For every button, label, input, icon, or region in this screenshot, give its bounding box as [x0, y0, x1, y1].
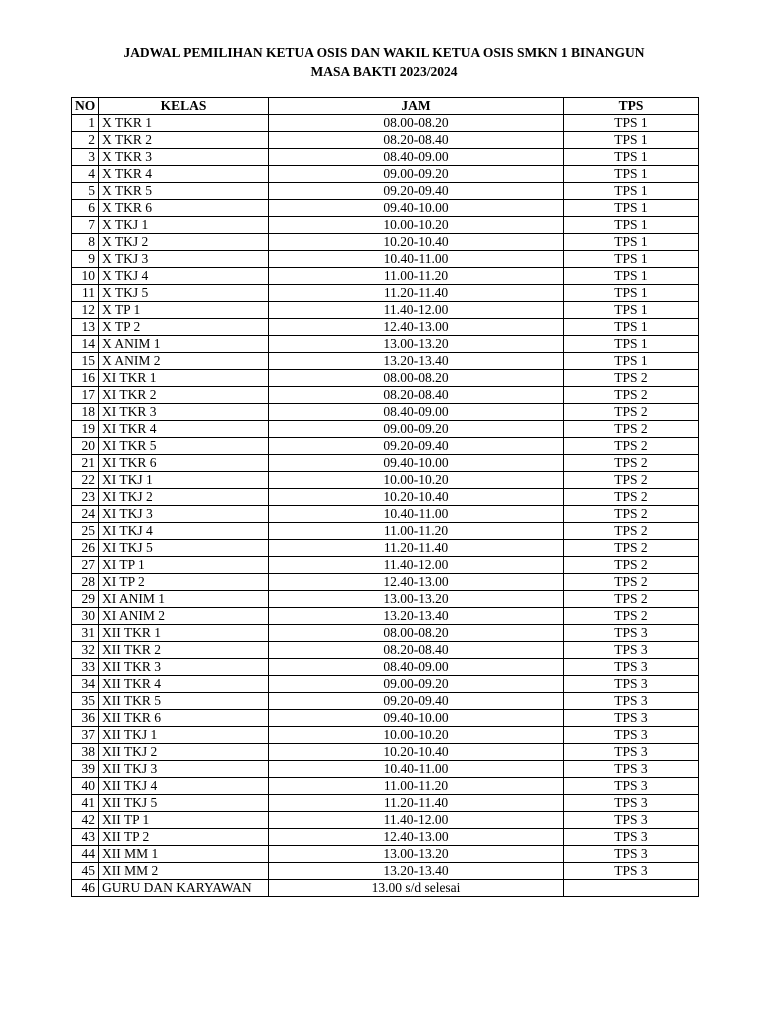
table-row [72, 200, 699, 217]
cell-jam: 09.20-09.40 [269, 693, 564, 710]
cell-no: 42 [72, 812, 99, 829]
cell-no: 23 [72, 489, 99, 506]
table-row [72, 863, 699, 880]
cell-jam: 08.20-08.40 [269, 132, 564, 149]
cell-no: 34 [72, 676, 99, 693]
cell-no: 38 [72, 744, 99, 761]
cell-tps: TPS 3 [564, 727, 699, 744]
cell-no: 10 [72, 268, 99, 285]
cell-no: 16 [72, 370, 99, 387]
cell-jam: 10.20-10.40 [269, 234, 564, 251]
cell-tps: TPS 3 [564, 846, 699, 863]
cell-kelas: XII TKR 6 [99, 710, 269, 727]
title-line-1: JADWAL PEMILIHAN KETUA OSIS DAN WAKIL KETUA OSIS SMKN 1 BINANGUN [123, 45, 645, 60]
cell-no: 31 [72, 625, 99, 642]
cell-kelas: X TKR 2 [99, 132, 269, 149]
table-row [72, 642, 699, 659]
cell-no: 13 [72, 319, 99, 336]
table-row [72, 710, 699, 727]
table-row [72, 353, 699, 370]
cell-kelas: XI TKR 2 [99, 387, 269, 404]
cell-no: 9 [72, 251, 99, 268]
cell-jam: 11.00-11.20 [269, 523, 564, 540]
cell-tps: TPS 1 [564, 302, 699, 319]
cell-kelas: XII TP 2 [99, 829, 269, 846]
cell-no: 7 [72, 217, 99, 234]
table-row [72, 149, 699, 166]
cell-tps: TPS 2 [564, 574, 699, 591]
cell-tps: TPS 3 [564, 778, 699, 795]
cell-no: 26 [72, 540, 99, 557]
cell-kelas: X TKJ 1 [99, 217, 269, 234]
cell-tps: TPS 1 [564, 132, 699, 149]
table-row [72, 489, 699, 506]
header-jam: JAM [269, 98, 564, 115]
cell-no: 4 [72, 166, 99, 183]
cell-jam: 08.20-08.40 [269, 642, 564, 659]
title-line-2: MASA BAKTI 2023/2024 [310, 64, 458, 79]
cell-kelas: XII TKJ 3 [99, 761, 269, 778]
table-row [72, 438, 699, 455]
cell-tps [564, 880, 699, 897]
cell-no: 6 [72, 200, 99, 217]
cell-tps: TPS 2 [564, 404, 699, 421]
cell-kelas: XI ANIM 1 [99, 591, 269, 608]
cell-kelas: XII TP 1 [99, 812, 269, 829]
table-row [72, 625, 699, 642]
cell-no: 45 [72, 863, 99, 880]
cell-jam: 10.00-10.20 [269, 727, 564, 744]
cell-no: 46 [72, 880, 99, 897]
cell-no: 18 [72, 404, 99, 421]
cell-jam: 10.20-10.40 [269, 744, 564, 761]
cell-no: 12 [72, 302, 99, 319]
cell-jam: 13.00-13.20 [269, 591, 564, 608]
cell-no: 20 [72, 438, 99, 455]
document-title [0, 43, 768, 81]
cell-jam: 11.40-12.00 [269, 302, 564, 319]
cell-jam: 11.00-11.20 [269, 268, 564, 285]
table-row [72, 319, 699, 336]
cell-tps: TPS 3 [564, 659, 699, 676]
cell-jam: 13.20-13.40 [269, 863, 564, 880]
cell-no: 14 [72, 336, 99, 353]
cell-kelas: X TKJ 5 [99, 285, 269, 302]
cell-jam: 10.00-10.20 [269, 472, 564, 489]
table-row [72, 268, 699, 285]
cell-kelas: XI TKJ 1 [99, 472, 269, 489]
cell-tps: TPS 2 [564, 608, 699, 625]
header-no: NO [72, 98, 99, 115]
cell-jam: 08.00-08.20 [269, 115, 564, 132]
cell-jam: 09.00-09.20 [269, 676, 564, 693]
cell-jam: 12.40-13.00 [269, 319, 564, 336]
table-row [72, 693, 699, 710]
cell-tps: TPS 2 [564, 523, 699, 540]
cell-tps: TPS 2 [564, 506, 699, 523]
cell-kelas: XII TKJ 2 [99, 744, 269, 761]
cell-jam: 09.00-09.20 [269, 421, 564, 438]
cell-jam: 08.40-09.00 [269, 149, 564, 166]
cell-no: 33 [72, 659, 99, 676]
cell-kelas: XII MM 1 [99, 846, 269, 863]
cell-kelas: XII TKR 3 [99, 659, 269, 676]
table-row [72, 795, 699, 812]
cell-jam: 10.40-11.00 [269, 251, 564, 268]
cell-kelas: XI TKR 4 [99, 421, 269, 438]
cell-tps: TPS 1 [564, 217, 699, 234]
cell-kelas: X TKR 6 [99, 200, 269, 217]
cell-jam: 13.00 s/d selesai [269, 880, 564, 897]
table-row [72, 761, 699, 778]
cell-no: 29 [72, 591, 99, 608]
cell-no: 17 [72, 387, 99, 404]
cell-kelas: XI TKJ 5 [99, 540, 269, 557]
cell-kelas: XI TKJ 3 [99, 506, 269, 523]
table-row [72, 387, 699, 404]
cell-tps: TPS 3 [564, 625, 699, 642]
table-row [72, 676, 699, 693]
cell-tps: TPS 2 [564, 438, 699, 455]
cell-no: 3 [72, 149, 99, 166]
cell-kelas: XI TKJ 4 [99, 523, 269, 540]
cell-tps: TPS 2 [564, 455, 699, 472]
cell-no: 15 [72, 353, 99, 370]
cell-kelas: XII TKR 4 [99, 676, 269, 693]
cell-tps: TPS 3 [564, 710, 699, 727]
table-row [72, 115, 699, 132]
table-row [72, 404, 699, 421]
table-row [72, 302, 699, 319]
cell-jam: 08.00-08.20 [269, 370, 564, 387]
cell-tps: TPS 3 [564, 863, 699, 880]
cell-kelas: X TP 2 [99, 319, 269, 336]
cell-kelas: XII TKR 1 [99, 625, 269, 642]
table-row [72, 880, 699, 897]
cell-kelas: XII TKJ 1 [99, 727, 269, 744]
table-row [72, 251, 699, 268]
table-row [72, 234, 699, 251]
cell-tps: TPS 1 [564, 268, 699, 285]
cell-tps: TPS 2 [564, 591, 699, 608]
cell-no: 2 [72, 132, 99, 149]
cell-no: 22 [72, 472, 99, 489]
cell-jam: 08.40-09.00 [269, 404, 564, 421]
cell-kelas: XI ANIM 2 [99, 608, 269, 625]
cell-no: 25 [72, 523, 99, 540]
cell-kelas: XI TP 2 [99, 574, 269, 591]
cell-tps: TPS 2 [564, 387, 699, 404]
cell-kelas: X TKJ 3 [99, 251, 269, 268]
cell-tps: TPS 2 [564, 472, 699, 489]
cell-kelas: XII TKR 2 [99, 642, 269, 659]
table-row [72, 829, 699, 846]
table-row [72, 727, 699, 744]
cell-no: 44 [72, 846, 99, 863]
cell-kelas: X TKR 3 [99, 149, 269, 166]
table-row [72, 659, 699, 676]
cell-no: 21 [72, 455, 99, 472]
table-row [72, 812, 699, 829]
cell-no: 41 [72, 795, 99, 812]
cell-kelas: GURU DAN KARYAWAN [99, 880, 269, 897]
cell-no: 40 [72, 778, 99, 795]
cell-jam: 09.20-09.40 [269, 438, 564, 455]
table-row [72, 778, 699, 795]
cell-tps: TPS 3 [564, 693, 699, 710]
cell-tps: TPS 1 [564, 234, 699, 251]
cell-kelas: XI TKJ 2 [99, 489, 269, 506]
cell-kelas: XI TKR 3 [99, 404, 269, 421]
cell-tps: TPS 3 [564, 812, 699, 829]
cell-kelas: XII TKJ 4 [99, 778, 269, 795]
table-row [72, 472, 699, 489]
cell-no: 35 [72, 693, 99, 710]
cell-jam: 09.40-10.00 [269, 710, 564, 727]
table-row [72, 591, 699, 608]
cell-jam: 10.40-11.00 [269, 761, 564, 778]
cell-jam: 13.20-13.40 [269, 353, 564, 370]
cell-jam: 11.20-11.40 [269, 795, 564, 812]
cell-jam: 12.40-13.00 [269, 829, 564, 846]
cell-tps: TPS 2 [564, 557, 699, 574]
cell-kelas: X ANIM 1 [99, 336, 269, 353]
cell-no: 37 [72, 727, 99, 744]
cell-jam: 10.20-10.40 [269, 489, 564, 506]
schedule-table [71, 97, 699, 897]
cell-no: 30 [72, 608, 99, 625]
cell-kelas: XI TKR 6 [99, 455, 269, 472]
cell-tps: TPS 3 [564, 829, 699, 846]
cell-jam: 11.40-12.00 [269, 812, 564, 829]
cell-kelas: X TKJ 2 [99, 234, 269, 251]
cell-tps: TPS 2 [564, 540, 699, 557]
cell-tps: TPS 3 [564, 642, 699, 659]
cell-kelas: X TKJ 4 [99, 268, 269, 285]
table-row [72, 421, 699, 438]
cell-kelas: X TKR 4 [99, 166, 269, 183]
cell-no: 8 [72, 234, 99, 251]
cell-jam: 10.40-11.00 [269, 506, 564, 523]
cell-kelas: X TP 1 [99, 302, 269, 319]
cell-tps: TPS 3 [564, 744, 699, 761]
cell-jam: 09.40-10.00 [269, 455, 564, 472]
cell-tps: TPS 2 [564, 370, 699, 387]
cell-tps: TPS 1 [564, 336, 699, 353]
table-row [72, 183, 699, 200]
cell-tps: TPS 1 [564, 149, 699, 166]
cell-jam: 09.00-09.20 [269, 166, 564, 183]
cell-tps: TPS 1 [564, 285, 699, 302]
cell-tps: TPS 3 [564, 676, 699, 693]
cell-kelas: XII MM 2 [99, 863, 269, 880]
cell-jam: 11.40-12.00 [269, 557, 564, 574]
cell-tps: TPS 1 [564, 115, 699, 132]
cell-kelas: X TKR 5 [99, 183, 269, 200]
cell-jam: 11.00-11.20 [269, 778, 564, 795]
table-row [72, 523, 699, 540]
cell-tps: TPS 1 [564, 166, 699, 183]
cell-no: 19 [72, 421, 99, 438]
cell-jam: 10.00-10.20 [269, 217, 564, 234]
cell-no: 24 [72, 506, 99, 523]
cell-no: 1 [72, 115, 99, 132]
table-body [72, 115, 699, 897]
table-row [72, 744, 699, 761]
cell-kelas: XII TKJ 5 [99, 795, 269, 812]
table-row [72, 540, 699, 557]
table-row [72, 506, 699, 523]
cell-jam: 08.20-08.40 [269, 387, 564, 404]
header-tps: TPS [564, 98, 699, 115]
cell-no: 39 [72, 761, 99, 778]
cell-tps: TPS 2 [564, 489, 699, 506]
cell-kelas: XI TKR 5 [99, 438, 269, 455]
cell-jam: 08.00-08.20 [269, 625, 564, 642]
cell-jam: 13.20-13.40 [269, 608, 564, 625]
cell-no: 5 [72, 183, 99, 200]
table-row [72, 455, 699, 472]
table-row [72, 608, 699, 625]
table-row [72, 557, 699, 574]
cell-no: 27 [72, 557, 99, 574]
cell-jam: 09.20-09.40 [269, 183, 564, 200]
cell-no: 36 [72, 710, 99, 727]
table-row [72, 285, 699, 302]
cell-no: 43 [72, 829, 99, 846]
table-row [72, 336, 699, 353]
table-row [72, 217, 699, 234]
cell-tps: TPS 1 [564, 200, 699, 217]
cell-kelas: XI TP 1 [99, 557, 269, 574]
table-row [72, 846, 699, 863]
cell-jam: 11.20-11.40 [269, 285, 564, 302]
cell-no: 28 [72, 574, 99, 591]
cell-kelas: XI TKR 1 [99, 370, 269, 387]
cell-no: 32 [72, 642, 99, 659]
header-kelas: KELAS [99, 98, 269, 115]
table-row [72, 132, 699, 149]
cell-jam: 11.20-11.40 [269, 540, 564, 557]
cell-tps: TPS 3 [564, 761, 699, 778]
cell-jam: 12.40-13.00 [269, 574, 564, 591]
cell-tps: TPS 1 [564, 319, 699, 336]
table-row [72, 574, 699, 591]
cell-tps: TPS 3 [564, 795, 699, 812]
cell-tps: TPS 1 [564, 251, 699, 268]
table-header-row [72, 98, 699, 115]
cell-jam: 08.40-09.00 [269, 659, 564, 676]
cell-no: 11 [72, 285, 99, 302]
table-row [72, 166, 699, 183]
table-row [72, 370, 699, 387]
cell-jam: 09.40-10.00 [269, 200, 564, 217]
cell-kelas: X ANIM 2 [99, 353, 269, 370]
cell-jam: 13.00-13.20 [269, 846, 564, 863]
cell-jam: 13.00-13.20 [269, 336, 564, 353]
cell-tps: TPS 1 [564, 183, 699, 200]
cell-tps: TPS 1 [564, 353, 699, 370]
cell-kelas: XII TKR 5 [99, 693, 269, 710]
cell-kelas: X TKR 1 [99, 115, 269, 132]
cell-tps: TPS 2 [564, 421, 699, 438]
